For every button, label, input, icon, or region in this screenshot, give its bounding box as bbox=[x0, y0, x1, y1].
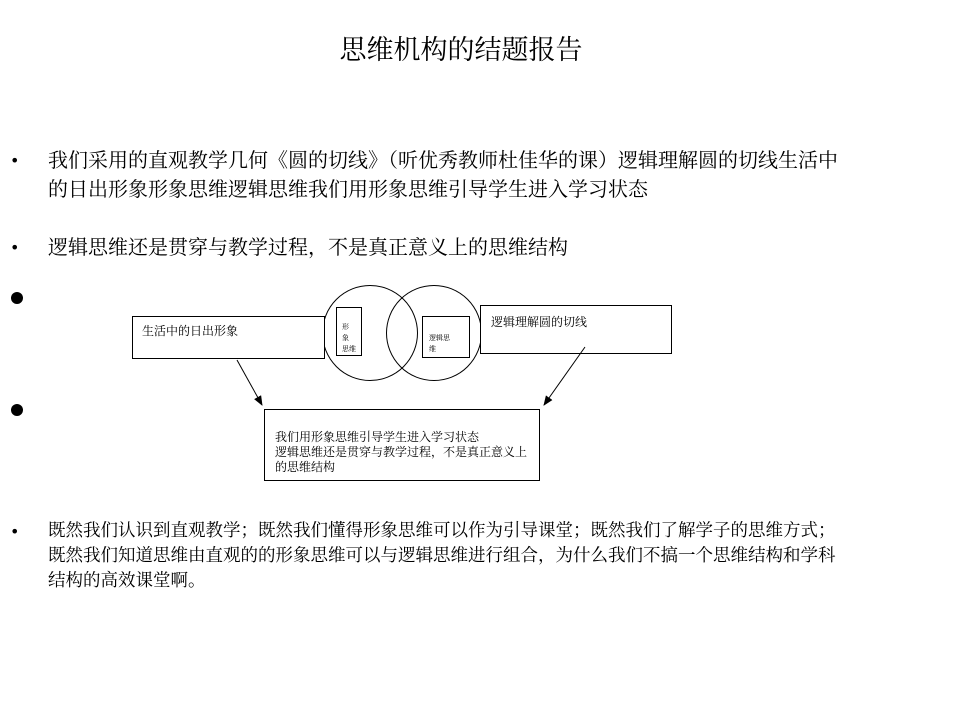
bullet-text: 既然我们认识到直观教学；既然我们懂得形象思维可以作为引导课堂；既然我们了解学子的思维方式；既然我们知道思维由直观的的形象思维可以与逻辑思维进行组合，为什么我们不搞一个思维结构和学科结构的高效课堂啊。 bbox=[48, 521, 836, 591]
left-box-label: 生活中的日出形象 bbox=[142, 324, 239, 338]
bullet-text: 我们采用的直观教学几何《圆的切线》（听优秀教师杜佳华的课）逻辑理解圆的切线生活中的日出形象形象思维逻辑思维我们用形象思维引导学生进入学习状态 bbox=[48, 148, 838, 201]
left-arrow bbox=[237, 360, 262, 405]
image-thinking-label: 形 象 思维 bbox=[342, 323, 356, 353]
logic-thinking-label: 逻辑思 维 bbox=[429, 334, 450, 353]
slide-title: 思维机构的结题报告 bbox=[339, 35, 583, 66]
bullet-marker: • bbox=[10, 522, 20, 541]
right-arrow bbox=[544, 347, 585, 405]
bullet-marker: • bbox=[10, 151, 20, 170]
bottom-box-label: 我们用形象思维引导学生进入学习状态 逻辑思维还是贯穿与教学过程，不是真正意义上的思维结构 bbox=[275, 430, 528, 474]
bullet-text: 逻辑思维还是贯穿与教学过程，不是真正意义上的思维结构 bbox=[48, 235, 568, 259]
bullet-marker: • bbox=[10, 238, 20, 257]
right-box-label: 逻辑理解圆的切线 bbox=[491, 315, 588, 329]
